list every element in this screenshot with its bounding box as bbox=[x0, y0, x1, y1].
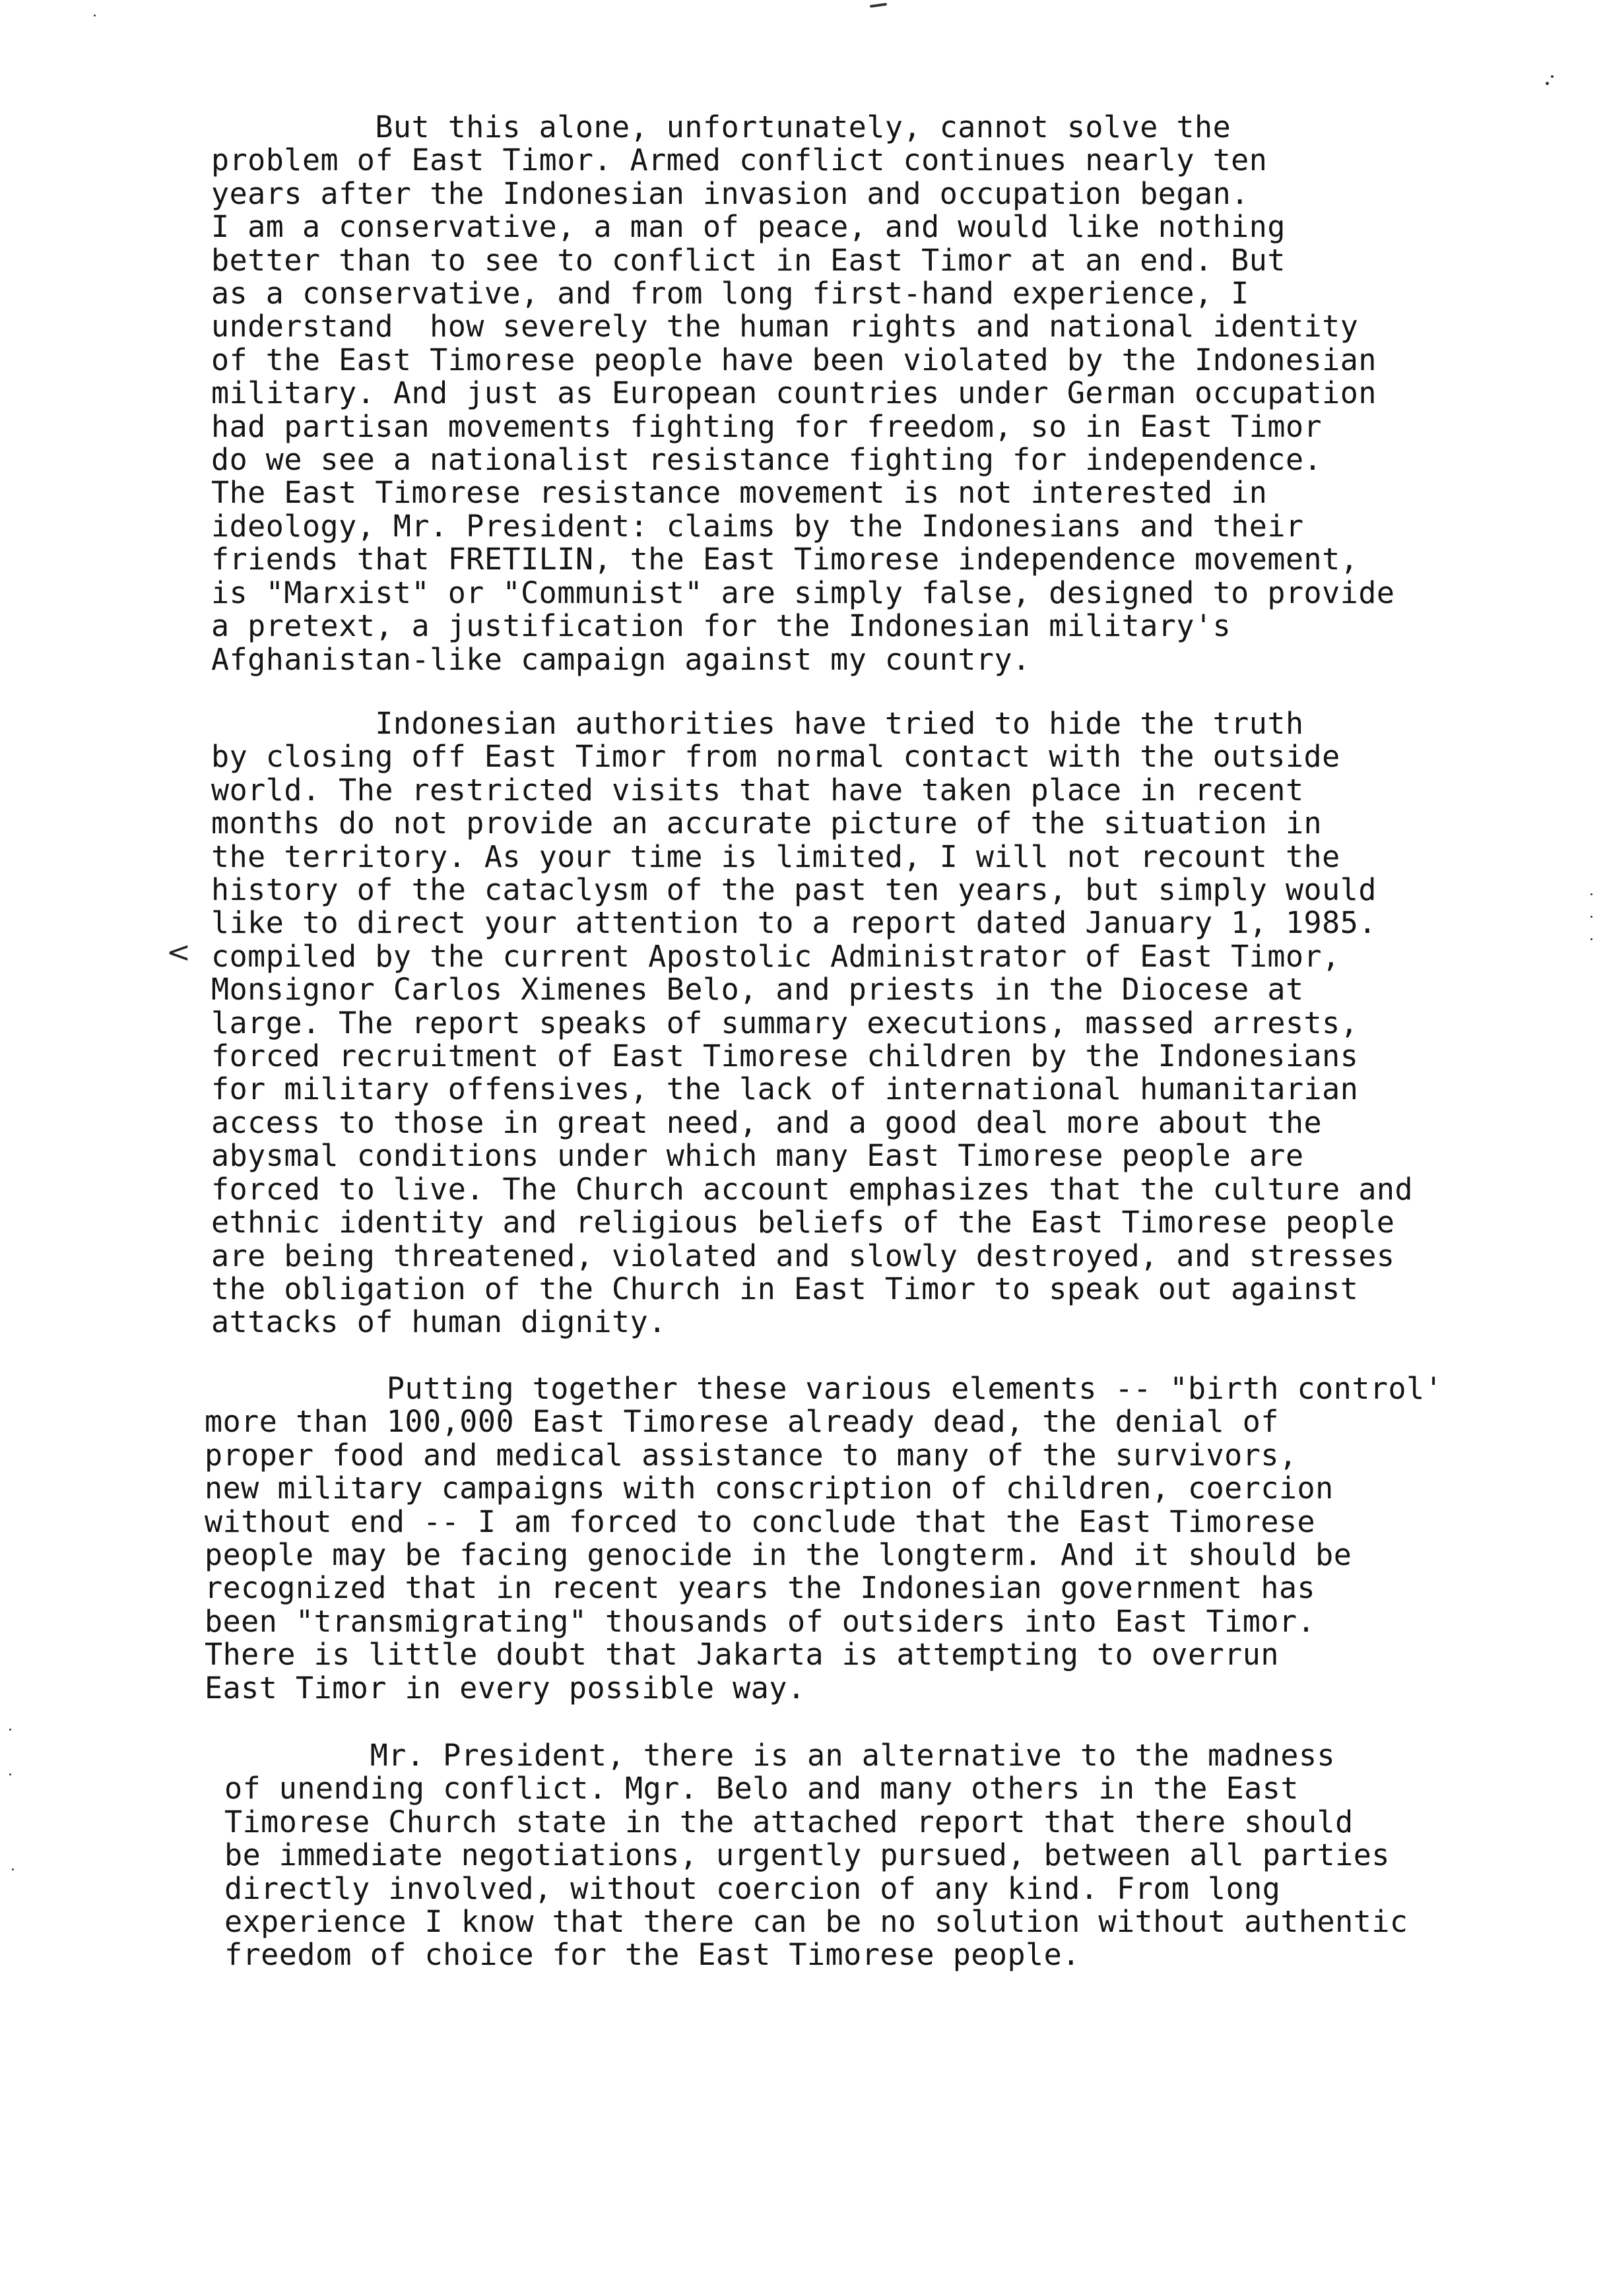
text-line: better than to see to conflict in East Timor at an end. But bbox=[211, 242, 1286, 278]
scan-speck bbox=[9, 1729, 11, 1731]
text-line: had partisan movements fighting for freedom, so in East Timor bbox=[211, 408, 1323, 444]
margin-arrow-mark: < bbox=[166, 936, 191, 969]
scan-speck bbox=[94, 15, 96, 16]
text-line: people may be facing genocide in the longterm. And it should be bbox=[205, 1537, 1352, 1573]
scan-speck bbox=[1546, 82, 1549, 85]
text-line: world. The restricted visits that have taken place in recent bbox=[211, 772, 1304, 808]
text-line: proper food and medical assistance to many of the survivors, bbox=[205, 1437, 1297, 1473]
text-line: been "transmigrating" thousands of outsiders into East Timor. bbox=[205, 1603, 1316, 1639]
text-line: access to those in great need, and a good deal more about the bbox=[211, 1104, 1323, 1140]
text-line: There is little doubt that Jakarta is attempting to overrun bbox=[205, 1637, 1279, 1673]
text-line: ethnic identity and religious beliefs of the East Timorese people bbox=[211, 1205, 1395, 1240]
text-line: friends that FRETILIN, the East Timorese independence movement, bbox=[211, 542, 1359, 577]
paragraph-3 bbox=[205, 1372, 1443, 1705]
text-line: as a conservative, and from long first-hand experience, I bbox=[211, 276, 1249, 311]
text-line: large. The report speaks of summary executions, massed arrests, bbox=[211, 1005, 1359, 1040]
text-line: Mr. President, there is an alternative to the madness bbox=[224, 1738, 1336, 1773]
text-line: be immediate negotiations, urgently pursued, between all parties bbox=[224, 1837, 1390, 1873]
scan-speck bbox=[12, 1868, 14, 1870]
text-line: history of the cataclysm of the past ten years, but simply would bbox=[211, 872, 1377, 908]
text-line: East Timor in every possible way. bbox=[205, 1670, 806, 1706]
text-line: are being threatened, violated and slowly destroyed, and stresses bbox=[211, 1238, 1395, 1273]
text-line: years after the Indonesian invasion and occupation began. bbox=[211, 175, 1249, 211]
text-line: without end -- I am forced to conclude that the East Timorese bbox=[205, 1504, 1316, 1539]
text-line: Afghanistan-like campaign against my country. bbox=[211, 641, 1031, 677]
text-line: months do not provide an accurate picture of the situation in bbox=[211, 806, 1323, 841]
text-line: is "Marxist" or "Communist" are simply false, designed to provide bbox=[211, 575, 1395, 610]
scan-speck bbox=[1590, 916, 1592, 918]
text-line: new military campaigns with conscription of children, coercion bbox=[205, 1471, 1334, 1506]
scan-speck bbox=[1551, 75, 1554, 78]
text-line: ideology, Mr. President: claims by the Indonesians and their bbox=[211, 508, 1304, 544]
text-line: the obligation of the Church in East Timor to speak out against bbox=[211, 1271, 1359, 1306]
paragraph-4 bbox=[224, 1739, 1408, 1972]
text-line: problem of East Timor. Armed conflict continues nearly ten bbox=[211, 143, 1268, 178]
text-line: attacks of human dignity. bbox=[211, 1304, 667, 1340]
text-line: more than 100,000 East Timorese already dead, the denial of bbox=[205, 1404, 1279, 1440]
scan-speck bbox=[1590, 893, 1592, 895]
text-line: Monsignor Carlos Ximenes Belo, and priests in the Diocese at bbox=[211, 972, 1304, 1007]
text-line: But this alone, unfortunately, cannot solve the bbox=[211, 110, 1231, 144]
text-line: for military offensives, the lack of international humanitarian bbox=[211, 1071, 1359, 1107]
text-line: like to direct your attention to a report dated January 1, 1985. bbox=[211, 905, 1377, 941]
paragraph-2 bbox=[211, 707, 1413, 1339]
text-line: directly involved, without coercion of any kind. From long bbox=[224, 1870, 1281, 1906]
text-line: a pretext, a justification for the Indonesian military's bbox=[211, 608, 1231, 644]
text-line: military. And just as European countries under German occupation bbox=[211, 375, 1377, 411]
text-line: by closing off East Timor from normal contact with the outside bbox=[211, 739, 1340, 775]
scan-speck bbox=[9, 1773, 11, 1775]
text-line: compiled by the current Apostolic Administrator of East Timor, bbox=[211, 938, 1340, 974]
text-line: freedom of choice for the East Timorese people. bbox=[224, 1937, 1080, 1973]
scan-speck bbox=[870, 3, 887, 8]
text-line: experience I know that there can be no solution without authentic bbox=[224, 1904, 1408, 1940]
text-line: understand how severely the human rights and national identity bbox=[211, 309, 1359, 344]
text-line: of unending conflict. Mgr. Belo and many others in the East bbox=[224, 1771, 1299, 1806]
text-line: Indonesian authorities have tried to hide the truth bbox=[211, 706, 1304, 741]
text-line: Putting together these various elements -- "birth control' bbox=[205, 1371, 1443, 1406]
text-line: forced to live. The Church account emphasizes that the culture and bbox=[211, 1171, 1414, 1207]
paragraph-1 bbox=[211, 111, 1395, 676]
text-line: of the East Timorese people have been violated by the Indonesian bbox=[211, 342, 1377, 377]
text-line: abysmal conditions under which many East Timorese people are bbox=[211, 1138, 1304, 1174]
text-line: I am a conservative, a man of peace, and would like nothing bbox=[211, 209, 1286, 245]
scan-speck bbox=[1590, 938, 1592, 940]
text-line: do we see a nationalist resistance fighting for independence. bbox=[211, 442, 1323, 478]
text-line: The East Timorese resistance movement is not interested in bbox=[211, 475, 1268, 511]
text-line: recognized that in recent years the Indonesian government has bbox=[205, 1570, 1316, 1606]
text-line: Timorese Church state in the attached report that there should bbox=[224, 1804, 1354, 1839]
text-line: the territory. As your time is limited, I will not recount the bbox=[211, 839, 1340, 874]
text-line: forced recruitment of East Timorese children by the Indonesians bbox=[211, 1038, 1359, 1074]
